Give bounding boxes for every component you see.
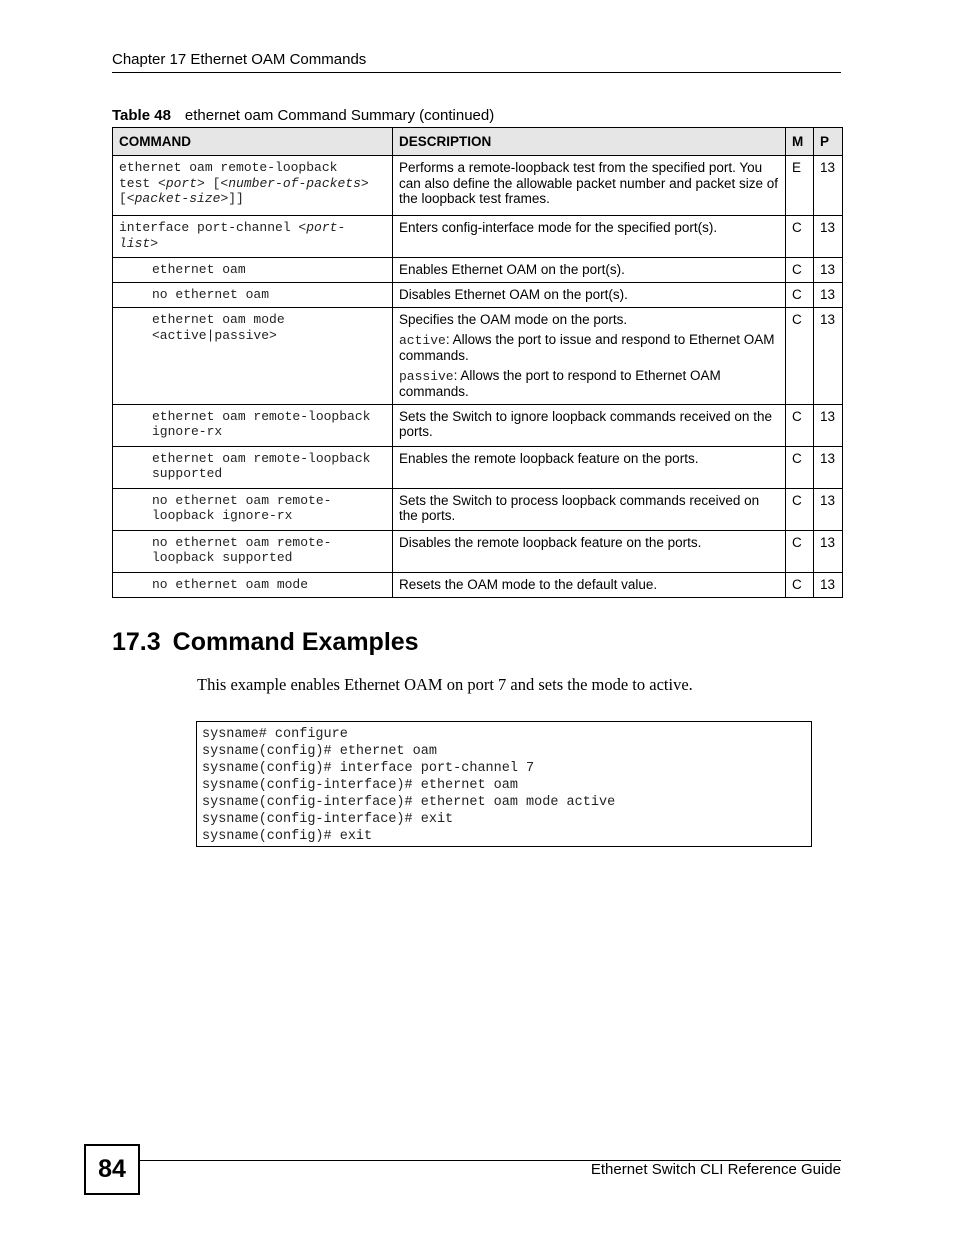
command-cell xyxy=(113,258,393,283)
page-cell: 13 xyxy=(814,446,843,488)
code-line: sysname(config)# ethernet oam xyxy=(202,744,437,759)
table-row xyxy=(113,258,843,283)
page-number: 84 xyxy=(84,1144,140,1195)
mode-cell: C xyxy=(786,572,814,597)
page-cell: 13 xyxy=(814,283,843,308)
table-row xyxy=(113,530,843,572)
option-keyword: active xyxy=(399,332,446,348)
description-text: Disables the remote loopback feature on the ports. xyxy=(399,534,702,550)
command-cell xyxy=(113,216,393,258)
command-cell xyxy=(113,530,393,572)
table-row xyxy=(113,156,843,216)
command-line: loopback ignore-rx xyxy=(152,508,293,523)
command-line: ethernet oam remote-loopback xyxy=(152,408,371,424)
column-header-description: DESCRIPTION xyxy=(393,128,786,156)
description-text: Disables Ethernet OAM on the port(s). xyxy=(399,287,628,302)
page-cell: 13 xyxy=(814,156,843,216)
option-description: : Allows the port to issue and respond to Ethernet OAM commands. xyxy=(399,331,775,363)
page-cell: 13 xyxy=(814,258,843,283)
description-cell xyxy=(393,156,786,216)
description-text: Enables Ethernet OAM on the port(s). xyxy=(399,262,625,277)
section-intro: This example enables Ethernet OAM on port 7 and sets the mode to active. xyxy=(197,675,693,694)
description-cell xyxy=(393,308,786,405)
description-text: Performs a remote-loopback test from the specified port. You can also define the allowable packet number and packet size of the loopback test frames. xyxy=(399,160,778,206)
command-line: ethernet oam mode xyxy=(152,312,285,327)
description-text: Enables the remote loopback feature on the ports. xyxy=(399,450,699,466)
command-line: <active|passive> xyxy=(152,327,277,343)
table-row xyxy=(113,216,843,258)
table-caption-text: ethernet oam Command Summary (continued) xyxy=(184,107,495,124)
code-line: sysname(config-interface)# exit xyxy=(202,812,454,827)
command-line: list> xyxy=(119,235,159,251)
command-cell xyxy=(113,156,393,216)
page-cell: 13 xyxy=(814,530,843,572)
description-text: Enters config-interface mode for the specified port(s). xyxy=(399,220,718,235)
description-cell xyxy=(393,488,786,530)
command-summary-table xyxy=(112,127,843,598)
mode-cell: C xyxy=(786,488,814,530)
description-text: Sets the Switch to ignore loopback commands received on the ports. xyxy=(399,408,772,439)
mode-cell: C xyxy=(786,258,814,283)
command-line: ethernet oam remote-loopback xyxy=(119,160,338,175)
description-cell xyxy=(393,446,786,488)
table-caption xyxy=(112,107,494,124)
guide-title: Ethernet Switch CLI Reference Guide xyxy=(590,1161,841,1178)
command-line: ignore-rx xyxy=(152,424,223,439)
page-cell: 13 xyxy=(814,572,843,597)
column-header-p: P xyxy=(814,128,843,156)
description-cell xyxy=(393,530,786,572)
page-cell: 13 xyxy=(814,404,843,446)
mode-cell: C xyxy=(786,530,814,572)
section-number: 17.3 xyxy=(112,628,161,656)
command-line: loopback supported xyxy=(152,550,293,565)
table-row xyxy=(113,488,843,530)
command-cell xyxy=(113,488,393,530)
option-description: : Allows the port to respond to Ethernet OAM commands. xyxy=(399,367,721,399)
code-line: sysname(config)# exit xyxy=(202,829,373,844)
command-cell xyxy=(113,283,393,308)
description-text: Sets the Switch to process loopback commands received on the ports. xyxy=(399,492,760,523)
mode-cell: C xyxy=(786,308,814,405)
page-cell: 13 xyxy=(814,308,843,405)
table-row xyxy=(113,308,843,405)
page-cell: 13 xyxy=(814,216,843,258)
code-line: sysname(config-interface)# ethernet oam mode active xyxy=(202,795,616,810)
table-row xyxy=(113,446,843,488)
command-line: [<packet-size>]] xyxy=(119,191,244,206)
description-cell xyxy=(393,283,786,308)
code-line: sysname# configure xyxy=(202,727,348,742)
table-row xyxy=(113,572,843,597)
section-heading xyxy=(112,628,419,657)
command-line: no ethernet oam remote- xyxy=(152,534,332,550)
description-cell xyxy=(393,404,786,446)
column-header-m: M xyxy=(786,128,814,156)
command-line: ethernet oam xyxy=(152,262,246,277)
command-line: ethernet oam remote-loopback xyxy=(152,450,371,466)
command-line: no ethernet oam xyxy=(152,287,270,302)
page-cell: 13 xyxy=(814,488,843,530)
table-header-row xyxy=(113,128,843,156)
code-line: sysname(config-interface)# ethernet oam xyxy=(202,778,518,793)
mode-cell: C xyxy=(786,404,814,446)
code-example-box xyxy=(196,721,812,847)
description-text: Specifies the OAM mode on the ports. xyxy=(399,312,628,327)
command-line: interface port-channel <port- xyxy=(119,220,346,235)
section-title: Command Examples xyxy=(172,628,419,656)
command-line: test <port> [<number-of-packets> xyxy=(119,175,369,191)
command-cell xyxy=(113,446,393,488)
mode-cell: E xyxy=(786,156,814,216)
description-cell xyxy=(393,572,786,597)
command-line: no ethernet oam mode xyxy=(152,576,309,592)
description-text xyxy=(399,332,779,364)
command-cell xyxy=(113,308,393,405)
header-divider xyxy=(112,72,841,73)
chapter-header: Chapter 17 Ethernet OAM Commands xyxy=(112,51,367,68)
code-line: sysname(config)# interface port-channel 7 xyxy=(202,761,535,776)
description-text xyxy=(399,368,779,400)
column-header-command: COMMAND xyxy=(113,128,393,156)
description-cell xyxy=(393,216,786,258)
table-row xyxy=(113,404,843,446)
command-line: supported xyxy=(152,466,223,481)
table-caption-label: Table 48 xyxy=(112,107,171,124)
mode-cell: C xyxy=(786,216,814,258)
command-line: no ethernet oam remote- xyxy=(152,492,332,508)
mode-cell: C xyxy=(786,446,814,488)
description-cell xyxy=(393,258,786,283)
option-keyword: passive xyxy=(399,368,454,384)
command-cell xyxy=(113,404,393,446)
description-text: Resets the OAM mode to the default value. xyxy=(399,576,658,592)
mode-cell: C xyxy=(786,283,814,308)
table-row xyxy=(113,283,843,308)
command-cell xyxy=(113,572,393,597)
